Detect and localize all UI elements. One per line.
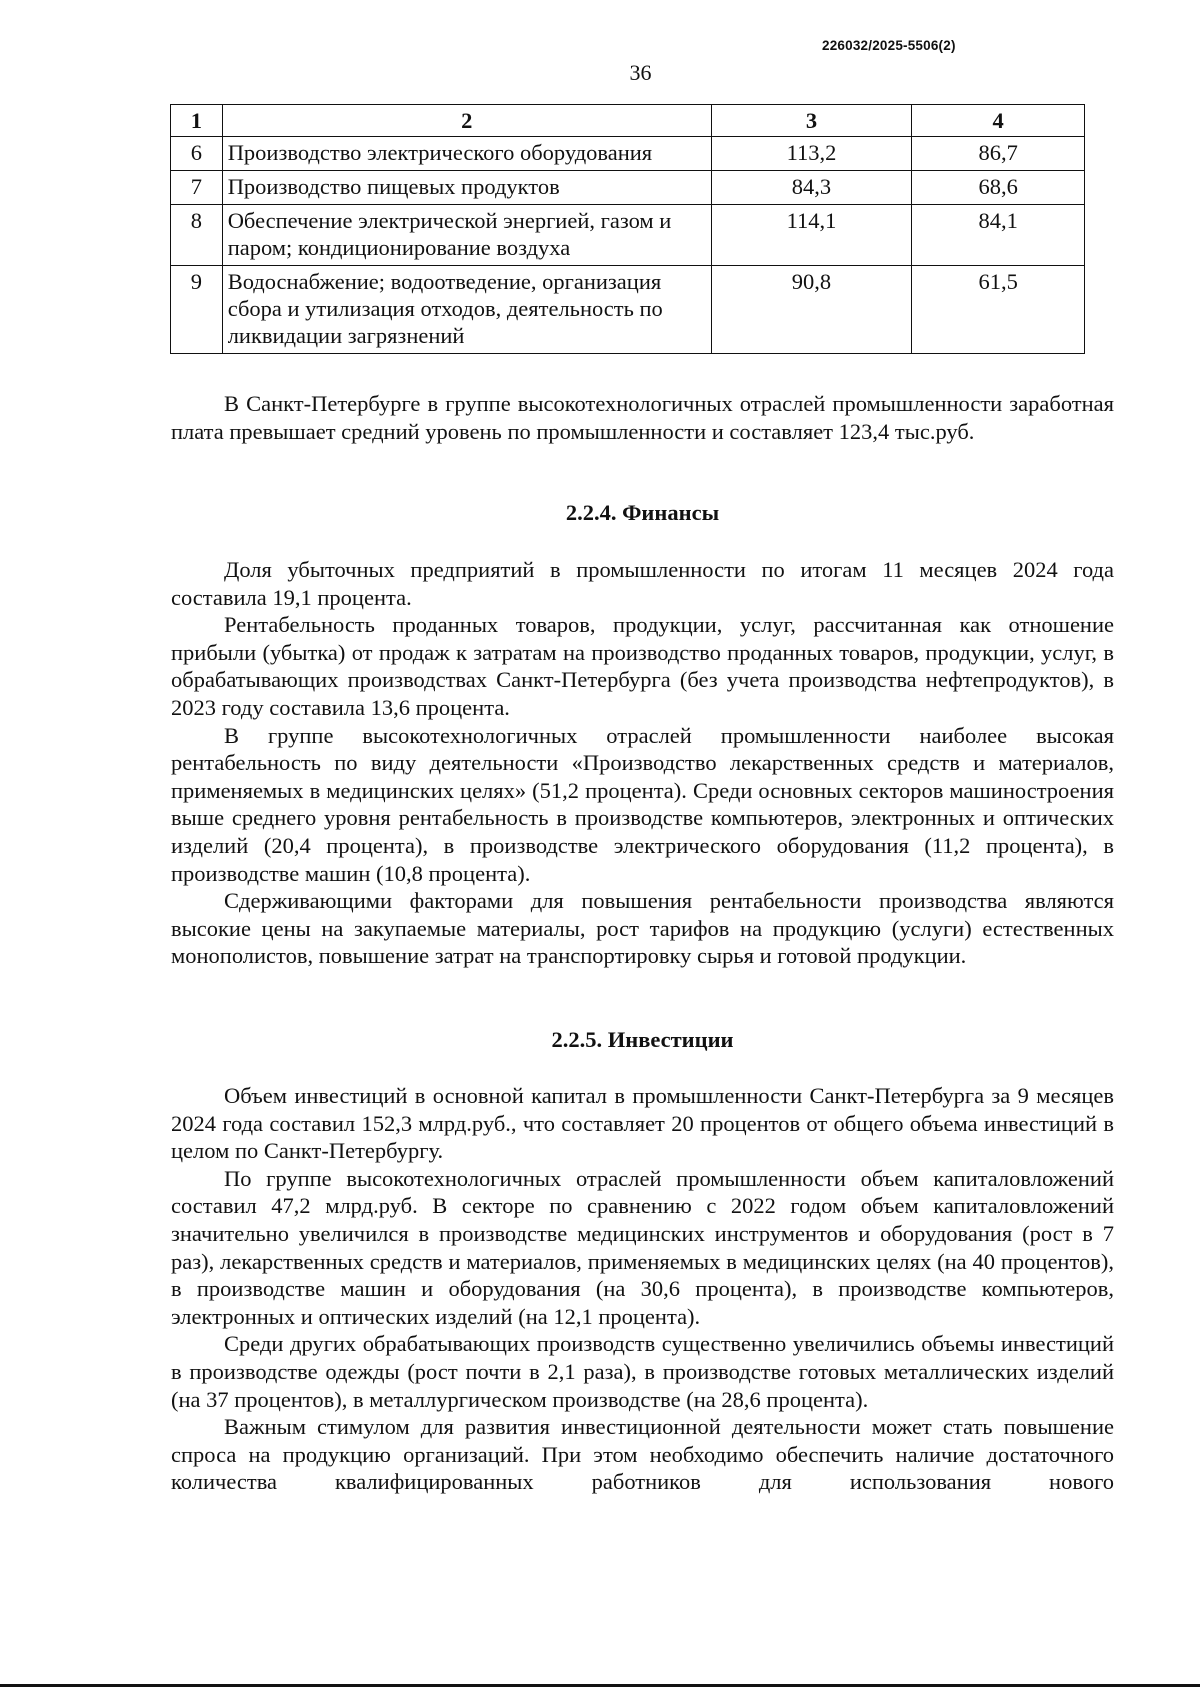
row-number: 7 [171, 171, 223, 205]
value-col3: 84,3 [711, 171, 912, 205]
row-number: 6 [171, 137, 223, 171]
section-heading-investments: 2.2.5. Инвестиции [551, 1027, 734, 1052]
table-row [171, 171, 1085, 205]
table-header-row [171, 105, 1085, 137]
table-row [171, 266, 1085, 354]
paragraph: В Санкт-Петербурге в группе высокотехнологичных отраслей промышленности заработная плата превышает средний уровень по промышленности и составляет 123,4 тыс.руб. [171, 391, 1114, 444]
paragraph: Важным стимулом для развития инвестиционной деятельности может стать повышение спроса на продукцию организаций. При этом необходимо обеспечить наличие достаточного количества квалифицированных работников для использования нового [171, 1414, 1114, 1495]
page-number: 36 [629, 60, 652, 85]
table-header-cell: 3 [711, 105, 912, 137]
value-col4: 84,1 [912, 205, 1085, 266]
table-row [171, 137, 1085, 171]
value-col4: 86,7 [912, 137, 1085, 171]
value-col3: 113,2 [711, 137, 912, 171]
industry-name: Производство пищевых продуктов [222, 171, 711, 205]
paragraph: Рентабельность проданных товаров, продукции, услуг, рассчитанная как отношение прибыли (убытка) от продаж к затратам на производство проданных товаров, продукции, услуг, в обрабатывающих производствах Санкт-Петербурга (без учета производства нефтепродуктов), в 2023 году составила 13,6 процента. [171, 612, 1114, 720]
value-col4: 68,6 [912, 171, 1085, 205]
table-header-cell: 2 [222, 105, 711, 137]
paragraph: Среди других обрабатывающих производств существенно увеличились объемы инвестиций в производстве одежды (рост почти в 2,1 раза), в производстве готовых металлических изделий (на 37 процентов), в металлургическом производстве (на 28,6 процента). [171, 1331, 1114, 1412]
paragraph: В группе высокотехнологичных отраслей промышленности наиболее высокая рентабельность по виду деятельности «Производство лекарственных средств и материалов, применяемых в медицинских целях» (51,2 процента). Среди основных секторов машиностроения выше среднего уровня рентабельность в производстве компьютеров, электронных и оптических изделий (20,4 процента), в производстве электрического оборудования (11,2 процента), в производстве машин (10,8 процента). [171, 722, 1114, 886]
industry-name: Водоснабжение; водоотведение, организация сбора и утилизация отходов, деятельность по ликвидации загрязнений [222, 266, 711, 354]
value-col3: 90,8 [711, 266, 912, 354]
table-header-cell: 1 [171, 105, 223, 137]
industry-table [170, 104, 1085, 354]
intro-section [171, 390, 1114, 445]
paragraph: Сдерживающими факторами для повышения рентабельности производства являются высокие цены на закупаемые материалы, рост тарифов на продукцию (услуги) естественных монополистов, повышение затрат на транспортировку сырья и готовой продукции. [171, 888, 1114, 969]
paragraph: По группе высокотехнологичных отраслей промышленности объем капиталовложений составил 47,2 млрд.руб. В секторе по сравнению с 2022 годом объем капиталовложений значительно увеличился в производстве медицинских инструментов и оборудования (рост в 7 раз), лекарственных средств и материалов, применяемых в медицинских целях (на 40 процентов), в производстве машин и оборудования (на 30,6 процента), в производстве компьютеров, электронных и оптических изделий (на 12,1 процента). [171, 1165, 1114, 1329]
finance-section [171, 556, 1114, 970]
paragraph: Объем инвестиций в основной капитал в промышленности Санкт-Петербурга за 9 месяцев 2024 года составил 152,3 млрд.руб., что составляет 20 процентов от общего объема инвестиций в целом по Санкт-Петербургу. [171, 1083, 1114, 1164]
document-id: 226032/2025-5506(2) [822, 38, 956, 53]
industry-name: Обеспечение электрической энергией, газом и паром; кондиционирование воздуха [222, 205, 711, 266]
industry-name: Производство электрического оборудования [222, 137, 711, 171]
paragraph: Доля убыточных предприятий в промышленности по итогам 11 месяцев 2024 года составила 19,1 процента. [171, 557, 1114, 610]
value-col4: 61,5 [912, 266, 1085, 354]
page-bottom-edge [0, 1684, 1200, 1687]
table-row [171, 205, 1085, 266]
row-number: 9 [171, 266, 223, 354]
table-header-cell: 4 [912, 105, 1085, 137]
value-col3: 114,1 [711, 205, 912, 266]
investments-section [171, 1082, 1114, 1496]
section-heading-finance: 2.2.4. Финансы [565, 500, 720, 525]
row-number: 8 [171, 205, 223, 266]
